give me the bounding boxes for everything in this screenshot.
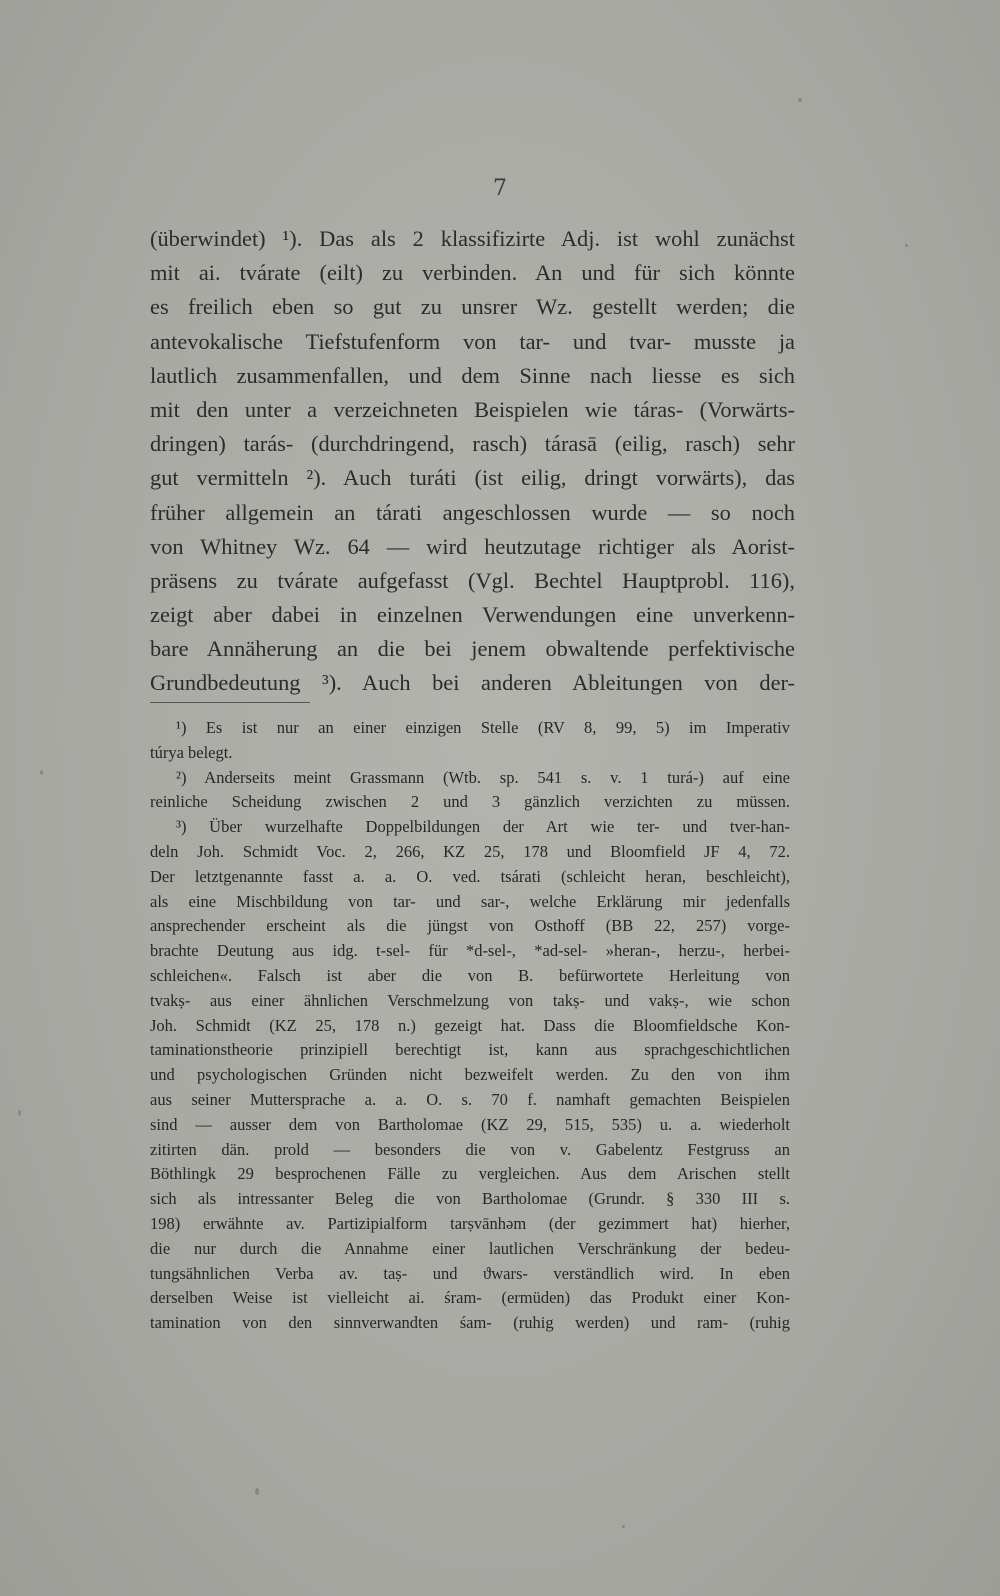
footnote-line: aus seiner Muttersprache a. a. O. s. 70 f. namhaft gemachten Beispielen bbox=[150, 1089, 790, 1109]
text-line: präsens zu tvárate aufgefasst (Vgl. Bechtel Hauptprobl. 116), bbox=[150, 567, 795, 593]
text-line: bare Annäherung an die bei jenem obwaltende perfektivische bbox=[150, 636, 795, 662]
text-line: früher allgemein an tárati angeschlossen wurde — so noch bbox=[150, 499, 795, 525]
footnote-line: 198) erwähnte av. Partizipialform tarṣvānhəm (der gezimmert hat) hierher, bbox=[150, 1213, 790, 1233]
footnote-line: derselben Weise ist vielleicht ai. śram- (ermüden) das Produkt einer Kon- bbox=[150, 1288, 790, 1308]
footnote-line: tungsähnlichen Verba av. taṣ- und ϑwars- verständlich wird. In eben bbox=[150, 1263, 790, 1283]
footnote-line: und psychologischen Gründen nicht bezweifelt werden. Zu den von ihm bbox=[150, 1065, 790, 1085]
footnote-line: ³) Über wurzelhafte Doppelbildungen der Art wie ter- und tver-han- bbox=[176, 817, 790, 837]
text-line: antevokalische Tiefstufenform von tar- und tvar- musste ja bbox=[150, 328, 795, 354]
text-line: lautlich zusammenfallen, und dem Sinne nach liesse es sich bbox=[150, 362, 795, 388]
page-number: 7 bbox=[493, 176, 507, 201]
footnote-line: ansprechender erscheint als die jüngst von Osthoff (BB 22, 257) vorge- bbox=[150, 916, 790, 936]
text-line: es freilich eben so gut zu unsrer Wz. gestellt werden; die bbox=[150, 294, 795, 320]
footnote-line: Der letztgenannte fasst a. a. O. ved. tsárati (schleicht heran, beschleicht), bbox=[150, 866, 790, 886]
footnote-line: sich als intressanter Beleg die von Bartholomae (Grundr. § 330 III s. bbox=[150, 1189, 790, 1209]
footnote-line: brachte Deutung aus idg. t-sel- für *d-sel-, *ad-sel- »heran-, herzu-, herbei- bbox=[150, 941, 790, 961]
text-line: gut vermitteln ²). Auch turáti (ist eilig, dringt vorwärts), das bbox=[150, 465, 795, 491]
paper-speck bbox=[622, 1525, 625, 1528]
paper-speck bbox=[40, 770, 43, 775]
footnote-line: zitirten dän. prold — besonders die von v. Gabelentz Festgruss an bbox=[150, 1139, 790, 1159]
main-text bbox=[150, 222, 795, 701]
text-line: zeigt aber dabei in einzelnen Verwendungen eine unverkenn- bbox=[150, 602, 795, 628]
text-line: mit den unter a verzeichneten Beispielen wie táras- (Vorwärts- bbox=[150, 396, 795, 422]
paper-speck bbox=[798, 98, 802, 102]
footnote-line: ¹) Es ist nur an einer einzigen Stelle (RV 8, 99, 5) im Imperativ bbox=[176, 718, 790, 737]
paper-speck bbox=[18, 1110, 21, 1116]
footnote-line: sind — ausser dem von Bartholomae (KZ 29, 515, 535) u. a. wiederholt bbox=[150, 1114, 790, 1134]
footnote-line: Böthlingk 29 besprochenen Fälle zu vergleichen. Aus dem Arischen stellt bbox=[150, 1164, 790, 1184]
footnote-line: als eine Mischbildung von tar- und sar-, welche Erklärung mir jedenfalls bbox=[150, 891, 790, 911]
footnote-line: Joh. Schmidt (KZ 25, 178 n.) gezeigt hat. Dass die Bloomfieldsche Kon- bbox=[150, 1015, 790, 1035]
footnote-line: schleichen«. Falsch ist aber die von B. befürwortete Herleitung von bbox=[150, 965, 790, 985]
text-line: mit ai. tvárate (eilt) zu verbinden. An und für sich könnte bbox=[150, 260, 795, 286]
text-line: dringen) tarás- (durchdringend, rasch) tárasā (eilig, rasch) sehr bbox=[150, 431, 795, 457]
footnote-line: túrya belegt. bbox=[150, 742, 233, 762]
footnote-separator bbox=[150, 702, 310, 703]
paper-speck bbox=[905, 244, 908, 247]
footnote-line: tamination von den sinnverwandten śam- (ruhig werden) und ram- (ruhig bbox=[150, 1313, 790, 1333]
footnotes bbox=[150, 716, 790, 1336]
text-line: Grundbedeutung ³). Auch bei anderen Ableitungen von der- bbox=[150, 670, 795, 696]
footnote-line: tvakṣ- aus einer ähnlichen Verschmelzung von takṣ- und vakṣ-, wie schon bbox=[150, 990, 790, 1010]
text-line: (überwindet) ¹). Das als 2 klassifizirte Adj. ist wohl zunächst bbox=[150, 226, 795, 251]
footnote-line: die nur durch die Annahme einer lautlichen Verschränkung der bedeu- bbox=[150, 1238, 790, 1258]
footnote-line: ²) Anderseits meint Grassmann (Wtb. sp. 541 s. v. 1 turá-) auf eine bbox=[176, 767, 790, 787]
footnote-line: taminationstheorie prinzipiell berechtigt ist, kann aus sprachgeschichtlichen bbox=[150, 1040, 790, 1060]
footnote-line: reinliche Scheidung zwischen 2 und 3 gänzlich verzichten zu müssen. bbox=[150, 792, 790, 812]
paper-speck bbox=[255, 1488, 259, 1495]
footnote-line: deln Joh. Schmidt Voc. 2, 266, KZ 25, 178 und Bloomfield JF 4, 72. bbox=[150, 841, 790, 861]
text-line: von Whitney Wz. 64 — wird heutzutage richtiger als Aorist- bbox=[150, 533, 795, 559]
